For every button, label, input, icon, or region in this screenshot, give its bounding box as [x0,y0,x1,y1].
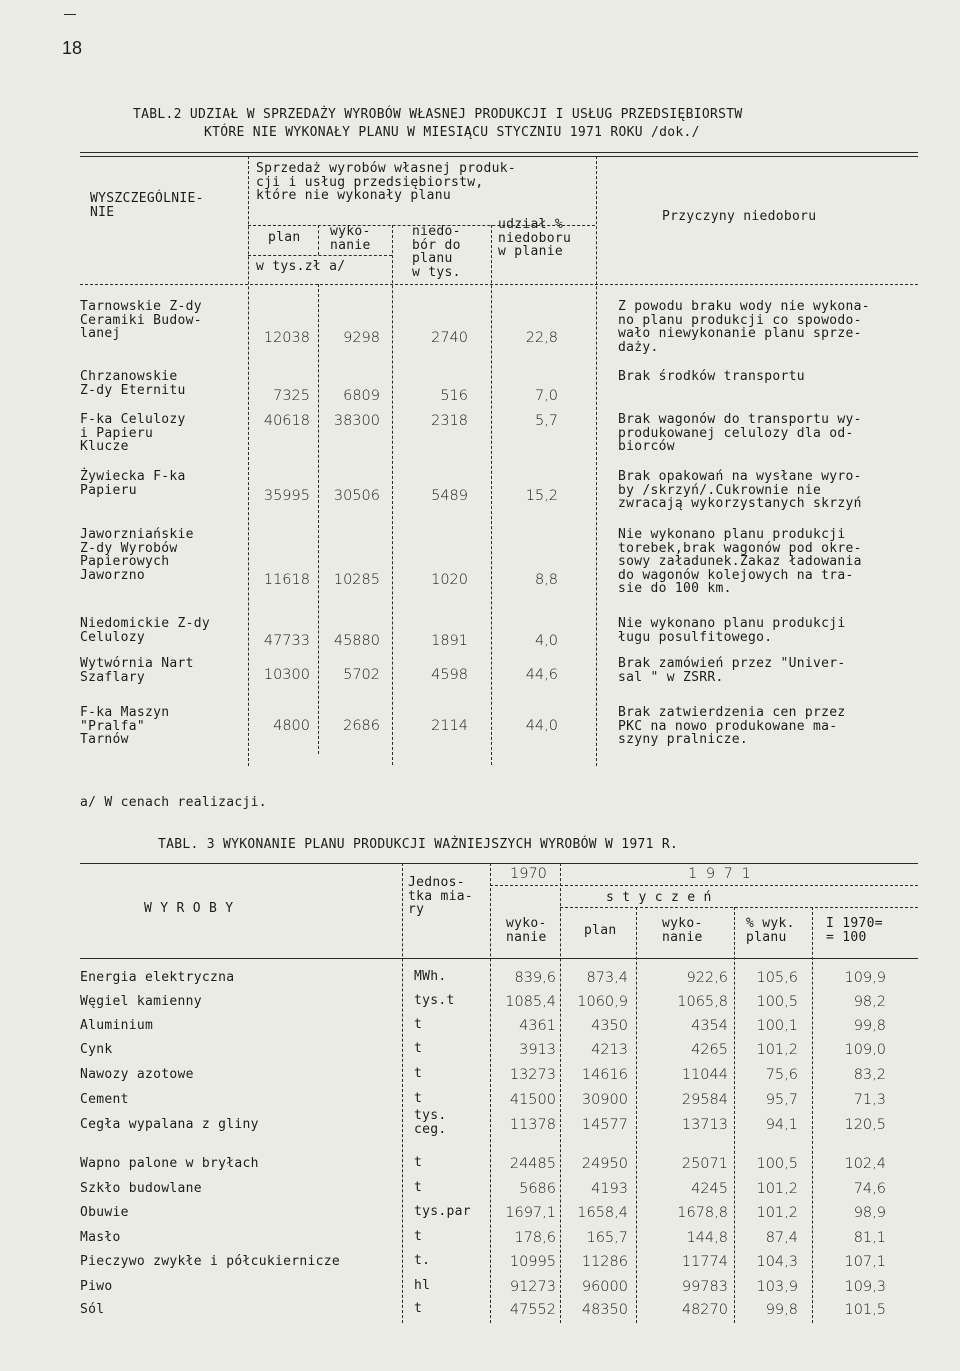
table2-row-plan: 35995 [263,488,310,504]
table3-row-unit: t [414,1041,423,1056]
table3-row-name: Piwo [80,1279,113,1294]
table2-row-niedobor: 2114 [431,718,468,734]
table2-row-plan: 11618 [263,572,310,588]
table3-row-unit: hl [414,1278,431,1293]
table3-row-idx: 120,5 [844,1117,886,1133]
table3-row-pct: 100,5 [756,1156,798,1172]
table2-row-plan: 4800 [273,718,310,734]
table2-row-wykonanie: 5702 [343,667,380,683]
table3-row-wyk: 13713 [681,1117,728,1133]
table3-row-unit: t. [414,1253,431,1268]
table3-row-pct: 99,8 [765,1302,798,1318]
table3-col-line [490,863,491,1323]
table2-header-wyszczegolnienie: WYSZCZEGÓLNIE- NIE [90,191,204,220]
table3-row-pct: 94,1 [765,1117,798,1133]
table3-row-plan: 11286 [581,1254,628,1270]
table2-title-line2: KTÓRE NIE WYKONAŁY PLANU W MIESIĄCU STYCZNIU 1971 ROKU /dok./ [204,125,700,140]
table3-row-pct: 100,1 [756,1018,798,1034]
table2-row-udzial: 8,8 [534,572,558,588]
table3-row-name: Masło [80,1230,121,1245]
table3-row-1970: 1085,4 [505,994,556,1010]
table2-title-line1: TABL.2 UDZIAŁ W SPRZEDAŻY WYROBÓW WŁASNEJ PRODUKCJI I USŁUG PRZEDSIĘBIORSTW [133,107,743,122]
table2-row-udzial: 7,0 [534,388,558,404]
table2-top-rule [80,152,918,153]
table3-row-name: Cynk [80,1042,113,1057]
table2-row-wykonanie: 2686 [343,718,380,734]
page-mark [64,14,76,15]
table3-col-line [636,907,637,1323]
table3-row-plan: 1658,4 [577,1205,628,1221]
table3-header-wykonanie2: wyko- nanie [662,916,703,945]
table3-row-plan: 96000 [581,1279,628,1295]
table3-row-name: Cement [80,1092,129,1107]
table3-row-unit: t [414,1180,423,1195]
table2-row-udzial: 5,7 [534,413,558,429]
table3-header-1971: 1 9 7 1 [688,866,753,882]
table3-header-wyroby: W Y R O B Y [144,901,234,916]
table2-header-wykonanie: wyko- nanie [330,224,371,253]
table3-row-1970: 4361 [519,1018,556,1034]
table3-row-pct: 101,2 [756,1042,798,1058]
table3-row-idx: 81,1 [853,1230,886,1246]
table3-row-wyk: 1065,8 [677,994,728,1010]
table2-row-przyczyna: Z powodu braku wody nie wykona- no planu produkcji co spowodo- wało niewykonanie planu sprze- daży. [618,299,870,355]
table3-row-unit: t [414,1301,423,1316]
table3-row-1970: 24485 [509,1156,556,1172]
table2-row-plan: 12038 [263,330,310,346]
table2-top-rule-2 [80,156,918,157]
table3-row-pct: 104,3 [756,1254,798,1270]
table2-col-line [491,225,492,765]
table3-row-unit: t [414,1155,423,1170]
table2-row-name: Niedomickie Z-dy Celulozy [80,616,211,645]
table2-header-udzial: udział % niedoboru w planie [498,217,572,259]
table2-col-line [318,225,319,255]
table3-row-1970: 41500 [509,1092,556,1108]
table3-row-idx: 99,8 [853,1018,886,1034]
table3-row-1970: 5686 [519,1181,556,1197]
table3-row-idx: 98,2 [853,994,886,1010]
table2-row-przyczyna: Brak zamówień przez "Univer- sal " w ZSRR. [618,656,846,685]
table3-row-idx: 74,6 [853,1181,886,1197]
table3-row-wyk: 11044 [681,1067,728,1083]
table3-row-plan: 165,7 [586,1230,628,1246]
table3-row-pct: 95,7 [765,1092,798,1108]
table3-row-unit: tys.t [414,993,455,1008]
table3-row-name: Energia elektryczna [80,970,235,985]
table2-row-udzial: 44,0 [525,718,558,734]
table3-row-wyk: 11774 [681,1254,728,1270]
table2-row-name: Żywiecka F-ka Papieru [80,469,186,498]
table3-month-rule [560,907,918,908]
table3-row-unit: MWh. [414,969,447,984]
table3-col-line [560,863,561,1323]
table2-row-name: Wytwórnia Nart Szaflary [80,656,194,685]
table3-row-plan: 873,4 [586,970,628,986]
table3-row-idx: 107,1 [844,1254,886,1270]
table3-row-unit: t [414,1066,423,1081]
table2-row-przyczyna: Nie wykonano planu produkcji ługu posulfitowego. [618,616,846,645]
table2-row-udzial: 15,2 [525,488,558,504]
table3-row-1970: 10995 [509,1254,556,1270]
table3-row-pct: 101,2 [756,1181,798,1197]
table2-row-wykonanie: 10285 [333,572,380,588]
table2-header-unit: w tys.zł a/ [256,259,346,274]
table2-row-niedobor: 4598 [431,667,468,683]
table3-row-pct: 105,6 [756,970,798,986]
table3-row-1970: 11378 [509,1117,556,1133]
table3-row-plan: 4213 [591,1042,628,1058]
table3-row-1970: 3913 [519,1042,556,1058]
table3-row-wyk: 1678,8 [677,1205,728,1221]
table3-row-name: Cegła wypalana z gliny [80,1117,259,1132]
table3-row-plan: 14577 [581,1117,628,1133]
table2-row-name: Chrzanowskie Z-dy Eternitu [80,369,186,398]
table2-row-przyczyna: Brak wagonów do transportu wy- produkowanej celulozy dla od- biorców [618,412,862,454]
table3-header-month: s t y c z e ń [606,890,712,905]
table2-row-name: Jaworzniańskie Z-dy Wyrobów Papierowych Jaworzno [80,527,194,583]
table3-header-plan: plan [584,923,617,938]
table3-row-unit: t [414,1091,423,1106]
table2-row-niedobor: 516 [440,388,468,404]
table3-row-idx: 109,3 [844,1279,886,1295]
table3-row-pct: 101,2 [756,1205,798,1221]
table2-header-plan: plan [268,230,301,245]
table2-row-przyczyna: Brak zatwierdzenia cen przez PKC na nowo produkowane ma- szyny pralnicze. [618,705,846,747]
table3-row-idx: 83,2 [853,1067,886,1083]
table3-row-plan: 4193 [591,1181,628,1197]
table3-header-wykonanie: wyko- nanie [506,916,547,945]
table3-row-plan: 1060,9 [577,994,628,1010]
table3-row-idx: 109,9 [844,970,886,986]
table3-header-bottom-rule [80,958,918,959]
table2-row-niedobor: 2740 [431,330,468,346]
table3-row-pct: 100,5 [756,994,798,1010]
table3-row-name: Szkło budowlane [80,1181,202,1196]
table3-row-name: Obuwie [80,1205,129,1220]
table2-row-wykonanie: 9298 [343,330,380,346]
table3-row-wyk: 29584 [681,1092,728,1108]
table3-row-wyk: 99783 [681,1279,728,1295]
table3-row-plan: 4350 [591,1018,628,1034]
table3-row-pct: 87,4 [765,1230,798,1246]
table3-col-line [734,907,735,1323]
table3-row-idx: 71,3 [853,1092,886,1108]
table3-row-pct: 103,9 [756,1279,798,1295]
table2-row-przyczyna: Nie wykonano planu produkcji torebek,brak wagonów pod okre- sowy załadunek.Zakaz ładowania do wagonów kolejowych na tra- sie do 100 km. [618,527,862,596]
table3-row-unit: t [414,1229,423,1244]
table2-footnote: a/ W cenach realizacji. [80,795,267,810]
table3-row-wyk: 922,6 [686,970,728,986]
table3-row-plan: 14616 [581,1067,628,1083]
table2-col-line [318,284,319,754]
table3-row-unit: tys. ceg. [414,1108,447,1137]
table3-row-name: Węgiel kamienny [80,994,202,1009]
table3-row-wyk: 4265 [691,1042,728,1058]
table3-row-unit: tys.par [414,1204,471,1219]
table2-col-line [248,156,249,766]
table3-row-1970: 91273 [509,1279,556,1295]
table2-row-plan: 10300 [263,667,310,683]
table3-row-1970: 839,6 [514,970,556,986]
table2-row-name: Tarnowskie Z-dy Ceramiki Budow- lanej [80,299,202,341]
table3-row-1970: 178,6 [514,1230,556,1246]
table3-row-name: Sól [80,1302,105,1317]
table3-row-idx: 98,9 [853,1205,886,1221]
table3-col-line [402,863,403,1323]
table3-row-idx: 102,4 [844,1156,886,1172]
table2-row-wykonanie: 45880 [333,633,380,649]
table2-row-udzial: 44,6 [525,667,558,683]
table3-top-rule [80,863,918,864]
table3-row-plan: 48350 [581,1302,628,1318]
table3-row-name: Pieczywo zwykłe i półcukiernicze [80,1254,341,1269]
table3-row-wyk: 4245 [691,1181,728,1197]
table2-row-niedobor: 1020 [431,572,468,588]
table2-header-przyczyny: Przyczyny niedoboru [662,209,817,224]
table2-header-group: Sprzedaż wyrobów własnej produk- cji i usług przedsiębiorstw, które nie wykonały planu [256,161,517,203]
table2-row-udzial: 4,0 [534,633,558,649]
table3-row-idx: 101,5 [844,1302,886,1318]
table2-row-niedobor: 5489 [431,488,468,504]
table3-row-plan: 30900 [581,1092,628,1108]
table2-col-line [596,156,597,766]
table3-header-index: I 1970= = 100 [826,916,883,945]
table3-header-pct-plan: % wyk. planu [746,916,795,945]
table3-row-1970: 1697,1 [505,1205,556,1221]
table2-header-niedobor: niedo- bór do planu w tys. [412,224,461,280]
table3-row-name: Aluminium [80,1018,154,1033]
table2-row-przyczyna: Brak opakowań na wysłane wyro- by /skrzyń/.Cukrownie nie zwracają wykorzystanych skrzyń [618,469,862,511]
table2-header-bottom-rule [80,284,918,285]
table3-header-jednostka: Jednos- tka mia- ry [408,875,474,917]
table3-row-wyk: 25071 [681,1156,728,1172]
table3-title: TABL. 3 WYKONANIE PLANU PRODUKCJI WAŻNIEJSZYCH WYROBÓW W 1971 R. [158,837,679,852]
table2-col-line [392,225,393,765]
table2-row-przyczyna: Brak środków transportu [618,369,805,384]
table3-row-wyk: 144,8 [686,1230,728,1246]
table2-row-name: F-ka Maszyn "Pralfa" Tarnów [80,705,170,747]
table2-row-wykonanie: 38300 [333,413,380,429]
table3-row-idx: 109,0 [844,1042,886,1058]
table2-row-name: F-ka Celulozy i Papieru Klucze [80,412,186,454]
table3-col-line [812,907,813,1323]
table2-row-plan: 40618 [263,413,310,429]
table3-row-plan: 24950 [581,1156,628,1172]
table3-row-name: Wapno palone w bryłach [80,1156,259,1171]
table3-year-rule [490,885,918,886]
table2-row-plan: 7325 [273,388,310,404]
table3-row-1970: 13273 [509,1067,556,1083]
table3-row-pct: 75,6 [765,1067,798,1083]
table2-row-plan: 47733 [263,633,310,649]
table3-row-name: Nawozy azotowe [80,1067,194,1082]
table2-unit-rule [248,255,392,256]
table2-row-niedobor: 2318 [431,413,468,429]
table3-row-unit: t [414,1017,423,1032]
table3-header-1970: 1970 [510,866,547,882]
table2-row-niedobor: 1891 [431,633,468,649]
table2-row-udzial: 22,8 [525,330,558,346]
table3-row-wyk: 48270 [681,1302,728,1318]
table2-row-wykonanie: 6809 [343,388,380,404]
table3-row-wyk: 4354 [691,1018,728,1034]
table3-row-1970: 47552 [509,1302,556,1318]
table2-row-wykonanie: 30506 [333,488,380,504]
page-number: 18 [62,38,83,58]
